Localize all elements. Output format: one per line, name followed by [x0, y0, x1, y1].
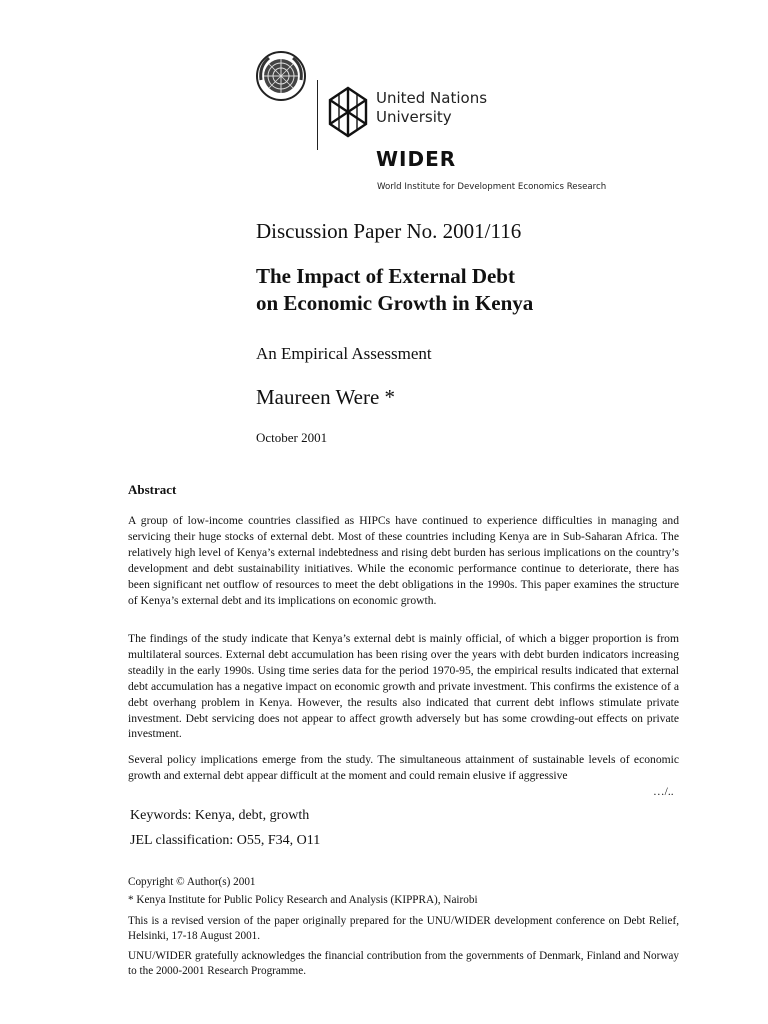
paper-title	[256, 263, 716, 317]
unu-logo-icon	[328, 86, 368, 138]
abstract-paragraph: The findings of the study indicate that Kenya’s external debt is mainly official, of which a bigger proportion is from multilateral sources. External debt accumulation has been rising over the years with debt burden indicators increasing steadily in the early 1990s. Using time series data for the period 1970-95, the empirical results indicated that external debt accumulation has a negative impact on economic growth and private investment. This confirms the existence of a debt overhang problem in Kenya. However, the results also indicated that current debt inflows stimulate private investment. Debt servicing does not appear to affect growth adversely but has some crowding-out effects on private investment.	[128, 632, 679, 741]
abstract-paragraph: Several policy implications emerge from the study. The simultaneous attainment of sustainable levels of economic growth and external debt appear difficult at the moment and could remain elusive if aggressive	[128, 753, 679, 782]
paper-subtitle: An Empirical Assessment	[256, 344, 432, 363]
paper-title-line1: The Impact of External Debt	[256, 264, 515, 288]
unu-name	[376, 89, 487, 127]
abstract-paragraph: A group of low-income countries classified as HIPCs have continued to experience difficulties in managing and servicing their huge stocks of external debt. Most of these countries including Kenya are in Sub-Saharan Africa. The relatively high level of Kenya’s external indebtedness and rising debt burden has serious implications on the country’s development and debt sustainability initiatives. While the economic performance continue to deteriorate, there has been significant net outflow of resources to meet the debt obligations in the 1990s. This paper examines the structure of Kenya’s external debt and its implications on economic growth.	[128, 514, 679, 607]
acknowledgement-note: UNU/WIDER gratefully acknowledges the financial contribution from the governments of Denmark, Finland and Norway to the 2000-2001 Research Programme.	[128, 950, 679, 977]
wider-full-name: World Institute for Development Economics Research	[377, 182, 607, 192]
revision-note: This is a revised version of the paper originally prepared for the UNU/WIDER development conference on Debt Relief, Helsinki, 17-18 August 2001.	[128, 915, 679, 942]
paper-number: Discussion Paper No. 2001/116	[256, 219, 522, 243]
unu-name-line1: United Nations	[376, 89, 488, 107]
author-affiliation: * Kenya Institute for Public Policy Research and Analysis (KIPPRA), Nairobi	[128, 894, 478, 906]
continued-mark: …/..	[653, 785, 674, 798]
wider-title: WIDER	[376, 147, 457, 171]
abstract-heading: Abstract	[128, 482, 177, 497]
paper-date: October 2001	[256, 430, 328, 445]
unu-name-line2: University	[376, 108, 452, 126]
header-divider	[317, 80, 318, 150]
un-emblem-icon	[255, 50, 307, 102]
copyright-note: Copyright © Author(s) 2001	[128, 876, 256, 888]
jel-classification: JEL classification: O55, F34, O11	[130, 833, 321, 848]
paper-title-line2: on Economic Growth in Kenya	[256, 291, 534, 315]
author-name: Maureen Were *	[256, 385, 396, 409]
keywords: Keywords: Kenya, debt, growth	[130, 808, 310, 823]
